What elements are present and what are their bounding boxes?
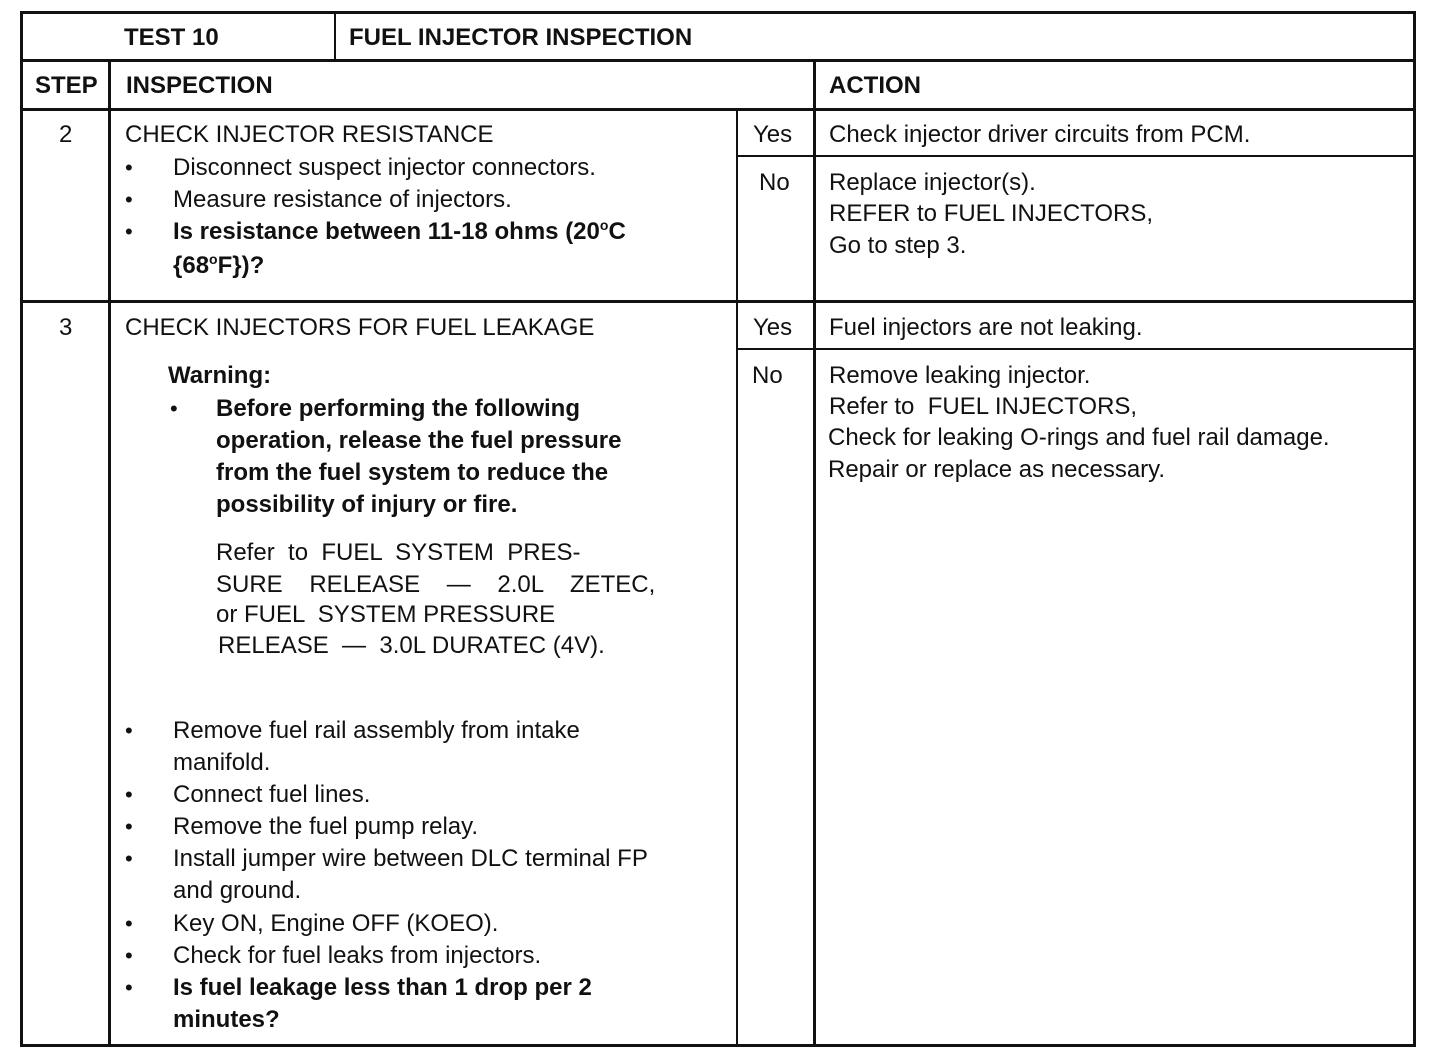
step2-yes-no-rule	[736, 155, 1416, 157]
test-number: TEST 10	[124, 24, 219, 51]
step2-yes-label: Yes	[753, 121, 793, 148]
bullet-icon: •	[125, 975, 133, 1000]
answer-column-rule	[736, 108, 738, 1047]
step3-no-action-line: Check for leaking O-rings and fuel rail damage.	[828, 424, 1330, 451]
bullet-icon: •	[125, 782, 133, 807]
bullet-icon: •	[125, 187, 133, 212]
step3-item: Check for fuel leaks from injectors.	[173, 942, 542, 969]
step3-yes-label: Yes	[753, 314, 793, 341]
column-header-inspection: INSPECTION	[126, 72, 273, 99]
table-border-left	[20, 11, 23, 1047]
title-divider	[334, 11, 336, 61]
refer-line: or FUEL SYSTEM PRESSURE	[216, 601, 556, 628]
step3-item: manifold.	[173, 749, 271, 776]
step3-item: and ground.	[173, 877, 302, 904]
step3-question-line: Is fuel leakage less than 1 drop per 2	[173, 974, 592, 1001]
step3-item: Remove the fuel pump relay.	[173, 813, 479, 840]
bullet-icon: •	[125, 814, 133, 839]
bullet-icon: •	[125, 943, 133, 968]
step2-item: Disconnect suspect injector connectors.	[173, 154, 596, 181]
step3-question-line: minutes?	[173, 1006, 280, 1033]
step-number-3: 3	[59, 314, 73, 341]
bullet-icon: •	[125, 155, 133, 180]
step3-no-label: No	[752, 362, 783, 389]
step3-no-action-line: Refer to FUEL INJECTORS,	[829, 393, 1138, 420]
step3-item: Install jumper wire between DLC terminal FP	[173, 845, 648, 872]
step2-no-action-line: REFER to FUEL INJECTORS,	[829, 200, 1154, 227]
step2-no-action-line: Replace injector(s).	[829, 169, 1036, 196]
step3-item: Connect fuel lines.	[173, 781, 371, 808]
warning-line: operation, release the fuel pressure	[216, 427, 622, 454]
step-column-rule	[108, 59, 111, 1047]
step3-title: CHECK INJECTORS FOR FUEL LEAKAGE	[125, 314, 595, 341]
bullet-icon: •	[170, 396, 178, 421]
step2-item: Measure resistance of injectors.	[173, 186, 512, 213]
step-row-divider	[20, 300, 1416, 303]
warning-label: Warning:	[168, 362, 272, 389]
column-header-action: ACTION	[829, 72, 921, 99]
column-header-step: STEP	[35, 72, 98, 99]
refer-line: RELEASE — 3.0L DURATEC (4V).	[218, 632, 605, 659]
action-column-rule	[813, 59, 816, 1047]
step2-yes-action: Check injector driver circuits from PCM.	[829, 121, 1251, 148]
refer-line: Refer to FUEL SYSTEM PRES-	[216, 539, 581, 566]
step3-no-action-line: Repair or replace as necessary.	[828, 456, 1166, 483]
test-title: FUEL INJECTOR INSPECTION	[349, 24, 693, 51]
degree-mark: o	[209, 251, 218, 267]
step3-item: Remove fuel rail assembly from intake	[173, 717, 580, 744]
step3-yes-action: Fuel injectors are not leaking.	[829, 314, 1143, 341]
degree-mark: o	[599, 217, 609, 233]
step2-question-line: {68$^o$F})?	[173, 251, 265, 279]
refer-line: SURE RELEASE — 2.0L ZETEC,	[216, 571, 656, 598]
step2-title: CHECK INJECTOR RESISTANCE	[125, 121, 494, 148]
step2-question-line: Is resistance between 11-18 ohms (20$^o$C	[173, 217, 626, 245]
header-rule-top	[20, 59, 1416, 62]
bullet-icon: •	[125, 846, 133, 871]
warning-line: from the fuel system to reduce the	[216, 459, 609, 486]
table-border-top	[20, 11, 1416, 14]
step3-no-action-line: Remove leaking injector.	[829, 362, 1091, 389]
step2-no-label: No	[759, 169, 790, 196]
header-rule-bottom	[20, 108, 1416, 111]
step-number-2: 2	[59, 121, 73, 148]
warning-line: Before performing the following	[216, 395, 580, 422]
bullet-icon: •	[125, 219, 133, 244]
table-border-right	[1413, 11, 1416, 1047]
bullet-icon: •	[125, 718, 133, 743]
table-border-bottom	[20, 1044, 1416, 1047]
step2-no-action-line: Go to step 3.	[829, 232, 967, 259]
warning-line: possibility of injury or fire.	[216, 491, 518, 518]
bullet-icon: •	[125, 911, 133, 936]
step3-item: Key ON, Engine OFF (KOEO).	[173, 910, 499, 937]
step3-yes-no-rule	[736, 348, 1416, 350]
